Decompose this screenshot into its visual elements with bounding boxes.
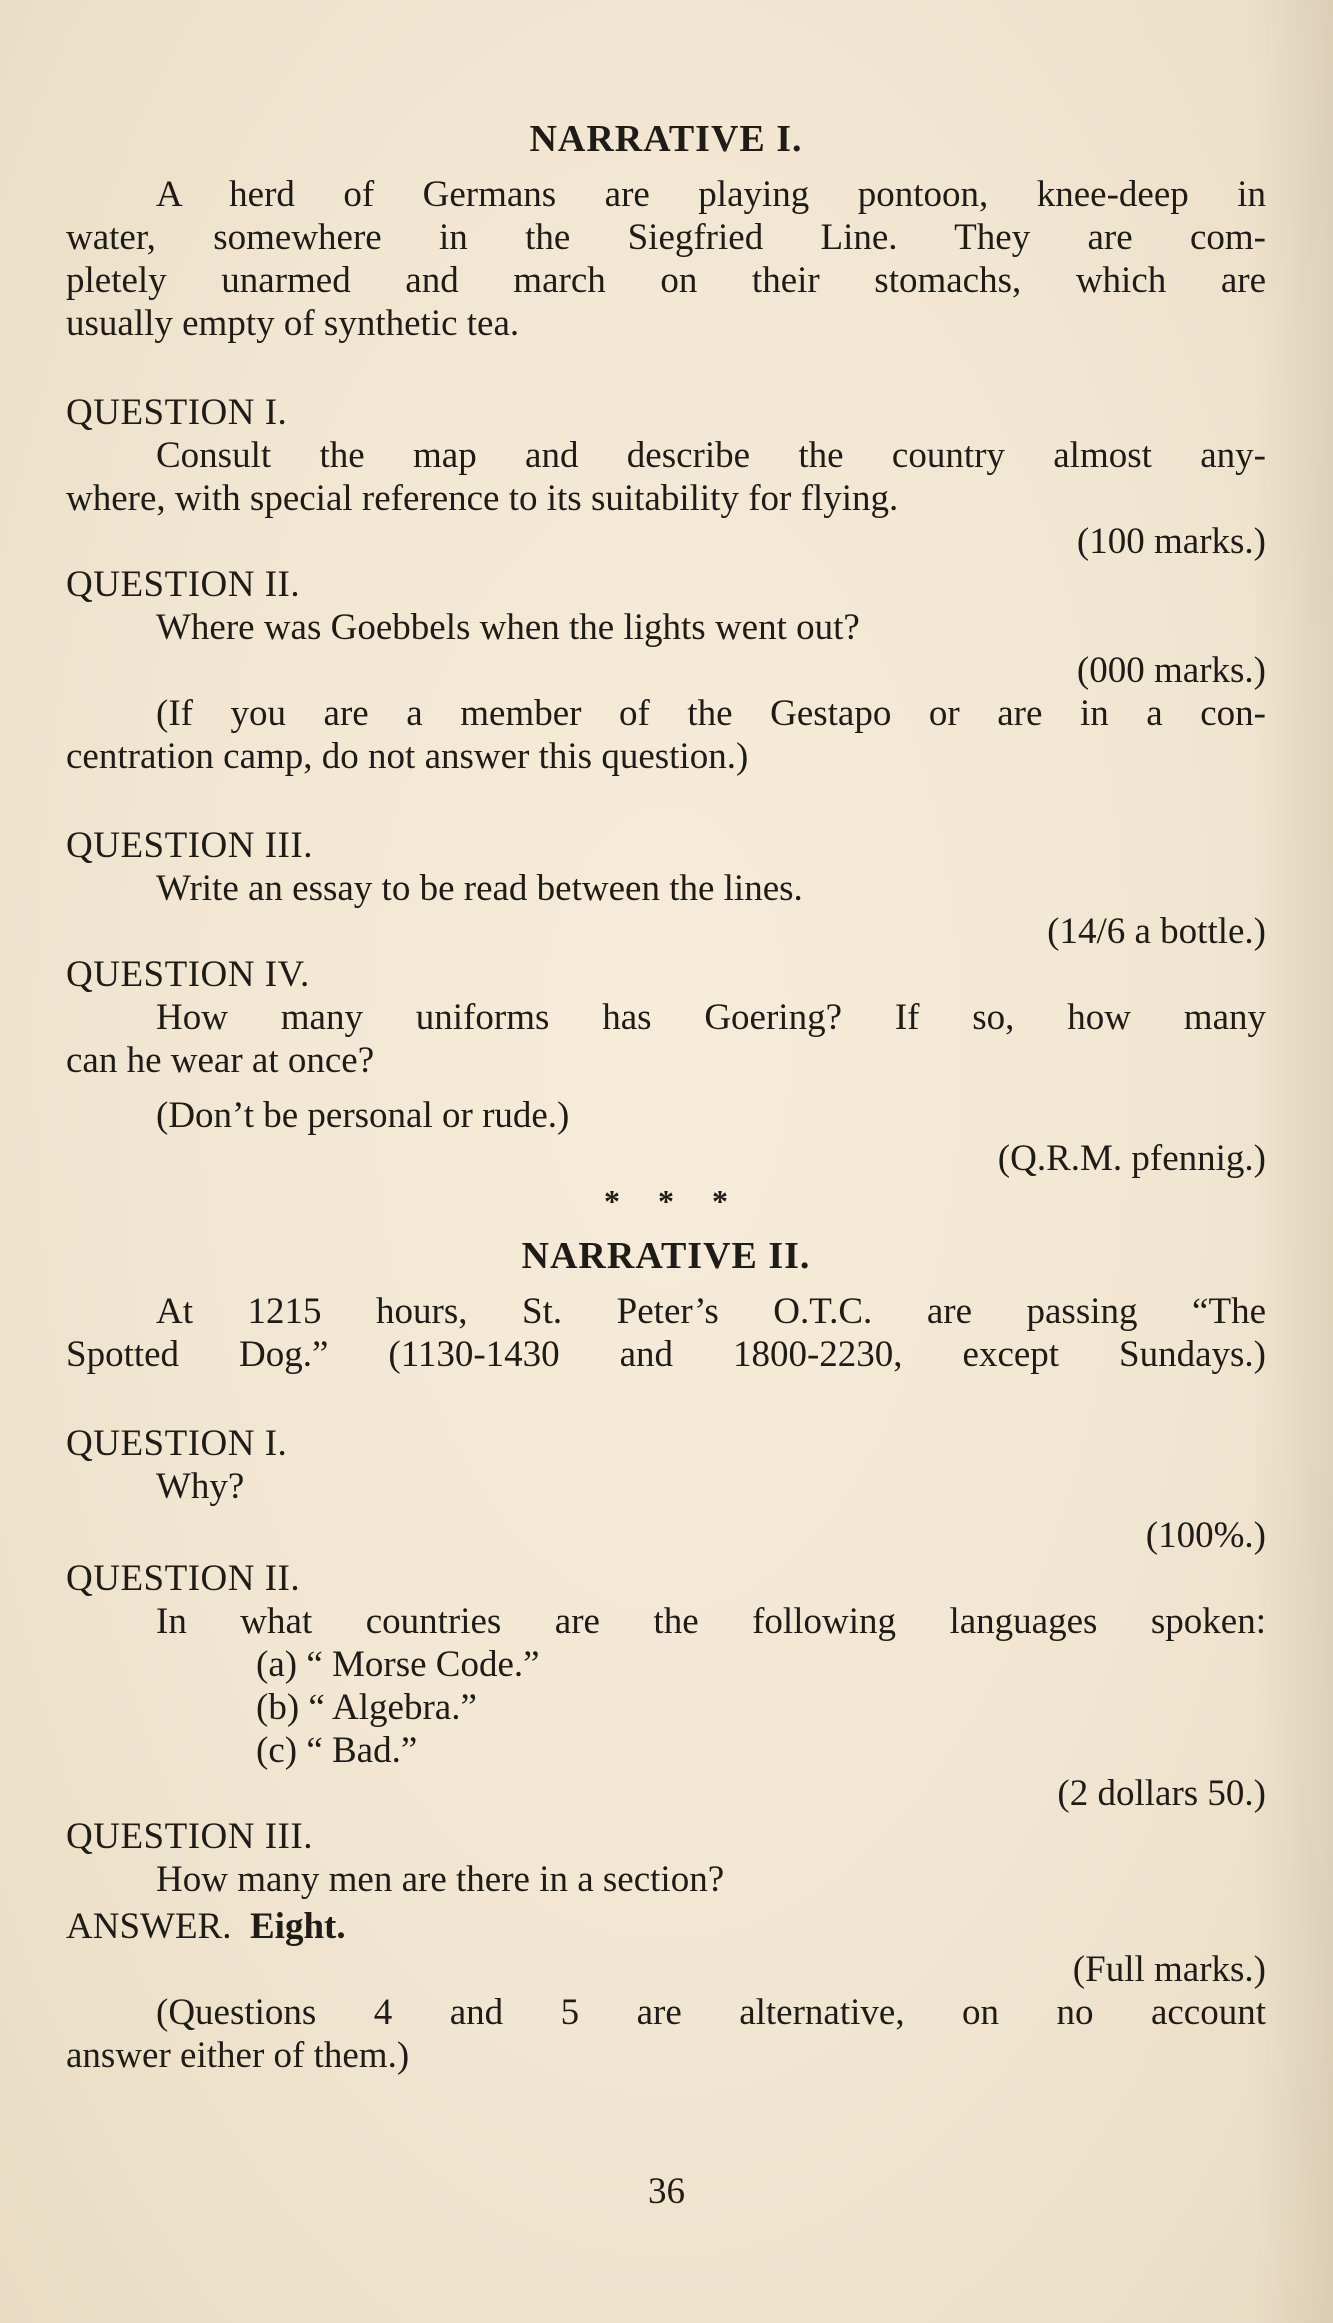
narrative-2-line: Spotted Dog.” (1130-1430 and 1800-2230, except Sundays.) bbox=[66, 1334, 1266, 1375]
n1-question-4-text: How many uniforms has Goering? If so, how many bbox=[156, 997, 1266, 1038]
narrative-1-line: water, somewhere in the Siegfried Line. They are com- bbox=[66, 217, 1266, 258]
n1-question-2-label: QUESTION II. bbox=[66, 564, 301, 605]
n1-question-4-label: QUESTION IV. bbox=[66, 954, 310, 995]
n2-question-1-text: Why? bbox=[156, 1466, 245, 1507]
narrative-1-line: usually empty of synthetic tea. bbox=[66, 303, 520, 344]
n1-question-4-marks: (Q.R.M. pfennig.) bbox=[997, 1138, 1266, 1179]
answer-label: ANSWER. bbox=[66, 1906, 232, 1947]
n1-question-4-note: (Don’t be personal or rude.) bbox=[156, 1095, 570, 1136]
n1-question-2-text: Where was Goebbels when the lights went out? bbox=[156, 607, 860, 648]
n2-question-3-note: answer either of them.) bbox=[66, 2035, 410, 2076]
n1-question-3-marks: (14/6 a bottle.) bbox=[1047, 911, 1266, 952]
n2-question-2-label: QUESTION II. bbox=[66, 1558, 301, 1599]
n1-question-2-note: (If you are a member of the Gestapo or are in a con- bbox=[156, 693, 1266, 734]
answer-value: Eight. bbox=[249, 1906, 346, 1947]
n2-question-3-marks: (Full marks.) bbox=[1072, 1949, 1266, 1990]
n2-question-1-marks: (100%.) bbox=[1145, 1515, 1266, 1556]
n2-question-2-item: (b) “ Algebra.” bbox=[256, 1687, 477, 1728]
page-number: 36 bbox=[648, 2171, 685, 2212]
answer-line bbox=[66, 1905, 1266, 1948]
section-separator: * * * bbox=[604, 1183, 728, 1219]
narrative-2-line: At 1215 hours, St. Peter’s O.T.C. are passing “The bbox=[156, 1291, 1266, 1332]
n1-question-2-marks: (000 marks.) bbox=[1076, 650, 1266, 691]
n1-question-2-note: centration camp, do not answer this question.) bbox=[66, 736, 749, 777]
n2-question-2-item: (c) “ Bad.” bbox=[256, 1730, 418, 1771]
n1-question-1-text: where, with special reference to its suitability for flying. bbox=[66, 478, 899, 519]
n2-question-1-label: QUESTION I. bbox=[66, 1423, 288, 1464]
n1-question-4-text: can he wear at once? bbox=[66, 1040, 375, 1081]
n2-question-2-marks: (2 dollars 50.) bbox=[1057, 1773, 1266, 1814]
narrative-2-heading: NARRATIVE II. bbox=[521, 1235, 811, 1277]
narrative-1-line: pletely unarmed and march on their stomachs, which are bbox=[66, 260, 1266, 301]
n1-question-1-label: QUESTION I. bbox=[66, 392, 288, 433]
n2-question-3-note: (Questions 4 and 5 are alternative, on no account bbox=[156, 1992, 1266, 2033]
page-content bbox=[66, 118, 1266, 2077]
n2-question-3-text: How many men are there in a section? bbox=[156, 1859, 725, 1900]
n2-question-2-item: (a) “ Morse Code.” bbox=[256, 1644, 540, 1685]
narrative-1-heading: NARRATIVE I. bbox=[529, 118, 803, 160]
narrative-1-line: A herd of Germans are playing pontoon, knee-deep in bbox=[156, 174, 1266, 215]
n2-question-3-label: QUESTION III. bbox=[66, 1816, 313, 1857]
n1-question-1-marks: (100 marks.) bbox=[1076, 521, 1266, 562]
n1-question-1-text: Consult the map and describe the country almost any- bbox=[156, 435, 1266, 476]
n1-question-3-label: QUESTION III. bbox=[66, 825, 313, 866]
n2-question-2-text: In what countries are the following languages spoken: bbox=[156, 1601, 1266, 1642]
n1-question-3-text: Write an essay to be read between the lines. bbox=[156, 868, 803, 909]
